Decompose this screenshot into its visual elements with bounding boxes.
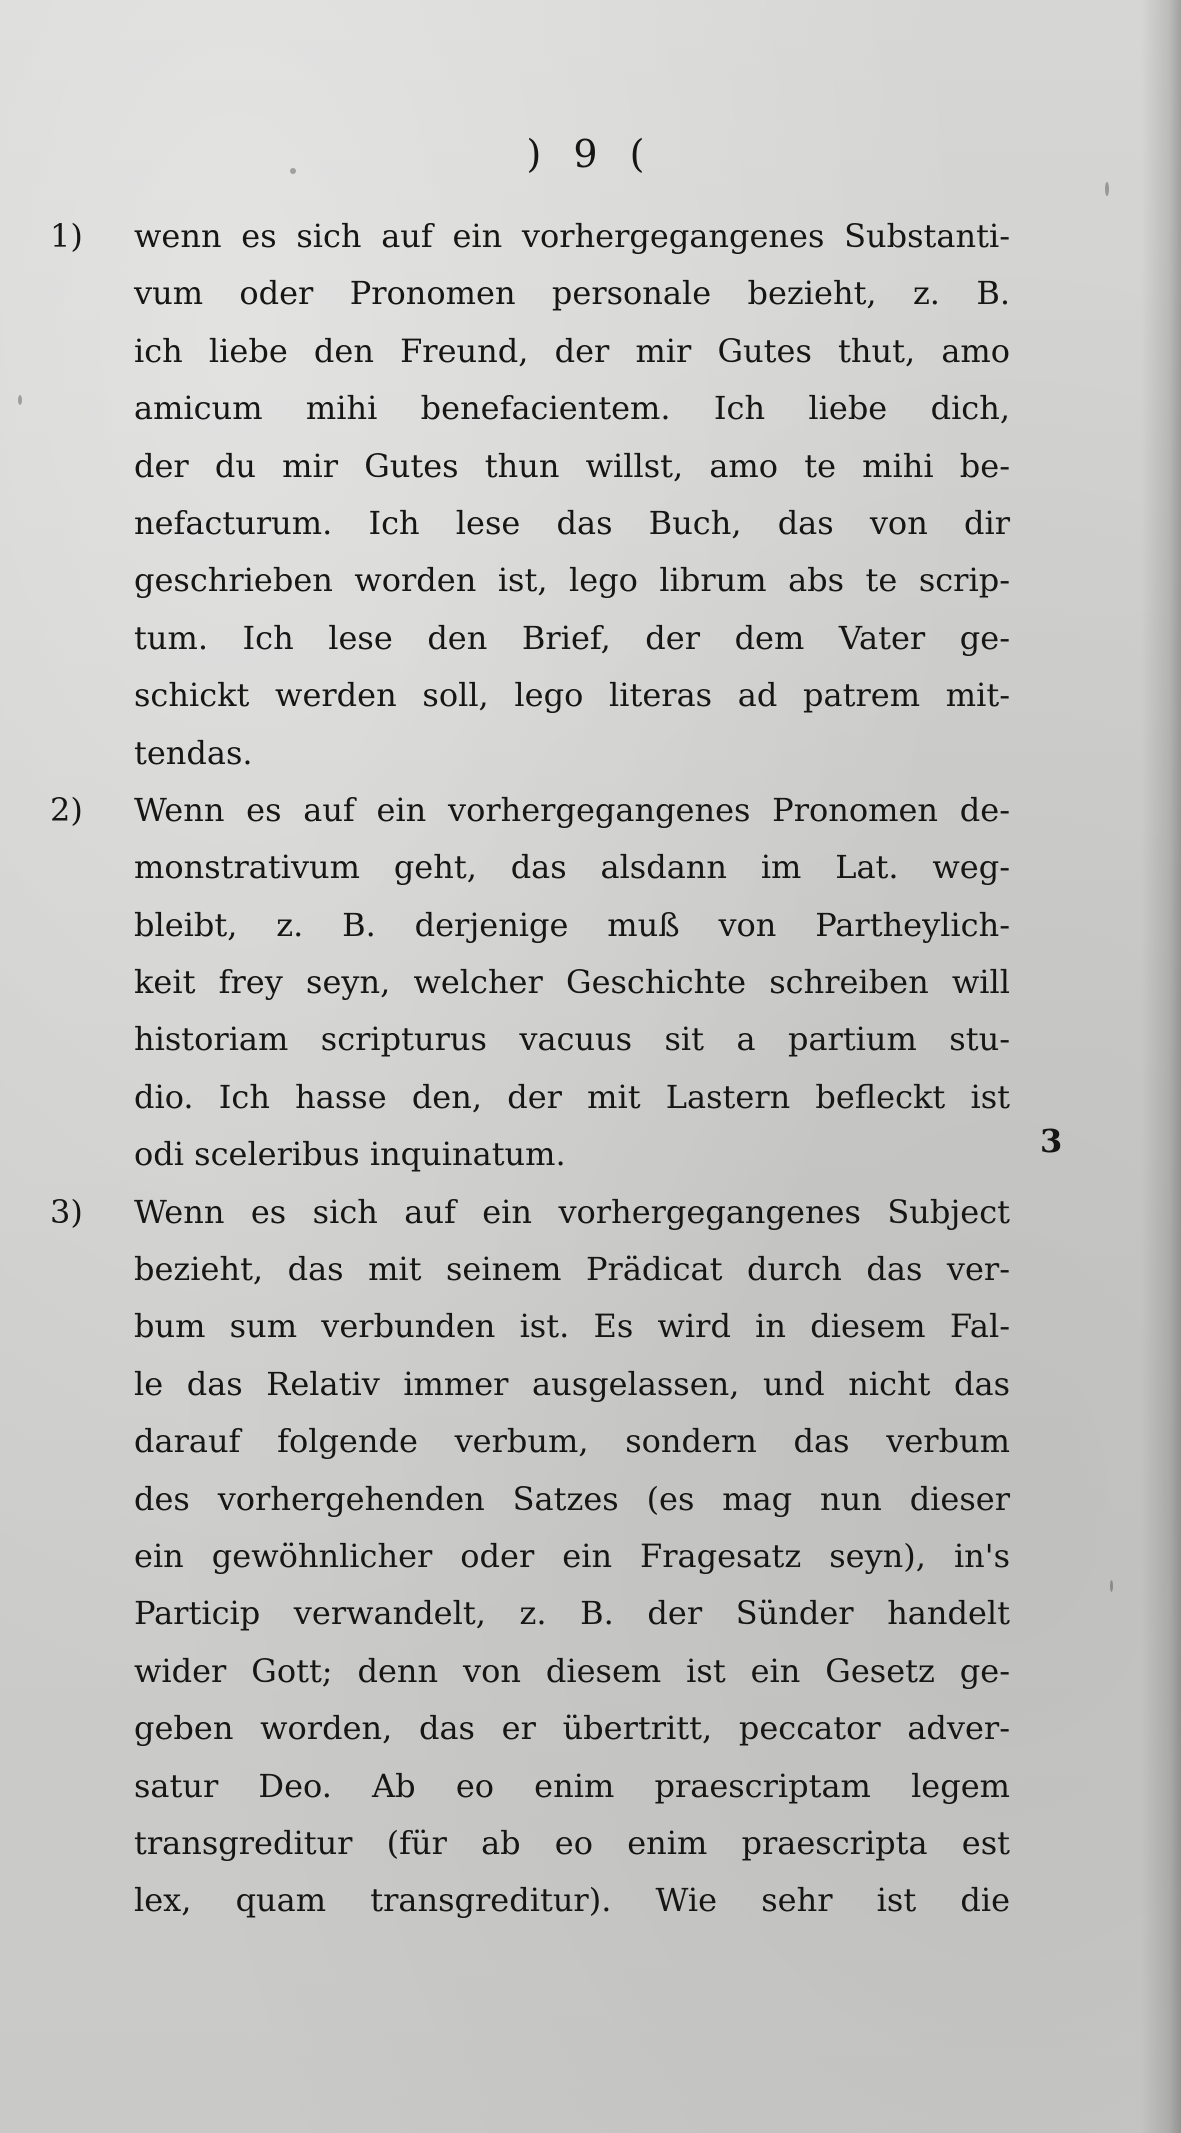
text-line: bleibt, z. B. derjenige muß von Partheylich- <box>134 905 1010 944</box>
text-line: 3) Wenn es sich auf ein vorhergegangenes Subject <box>50 1184 1010 1241</box>
text-line: 2) Wenn es auf ein vorhergegangenes Pronomen de- <box>50 782 1010 839</box>
text-line: dio. Ich hasse den, der mit Lastern befleckt ist <box>134 1077 1010 1116</box>
text-line: keit frey seyn, welcher Geschichte schreiben will <box>134 963 1010 1002</box>
text-line: geschrieben worden ist, lego librum abs te scrip- <box>134 561 1010 600</box>
paragraph-number: 3) <box>50 1192 83 1231</box>
paper-speck <box>1110 1580 1113 1592</box>
body-text <box>50 208 1010 1930</box>
text-line: Particip verwandelt, z. B. der Sünder handelt <box>134 1594 1010 1633</box>
text-line: darauf folgende verbum, sondern das verbum <box>134 1422 1010 1461</box>
text-line: transgreditur (für ab eo enim praescripta est <box>134 1823 1010 1862</box>
text-line: odi sceleribus inquinatum. <box>134 1135 566 1174</box>
page-number: ) 9 ( <box>526 132 655 176</box>
text-line: historiam scripturus vacuus sit a partium stu- <box>134 1020 1010 1059</box>
text-line: schickt werden soll, lego literas ad patrem mit- <box>134 676 1010 715</box>
text-line: wider Gott; denn von diesem ist ein Gesetz ge- <box>134 1651 1010 1690</box>
text-line: vum oder Pronomen personale bezieht, z. B. <box>134 274 1010 313</box>
text-line: bum sum verbunden ist. Es wird in diesem Fal- <box>134 1307 1010 1346</box>
text-line: des vorhergehenden Satzes (es mag nun dieser <box>134 1479 1010 1518</box>
paper-speck <box>18 395 22 405</box>
text-line: amicum mihi benefacientem. Ich liebe dich, <box>134 389 1010 428</box>
paper-speck <box>1105 182 1109 196</box>
text-line: bezieht, das mit seinem Prädicat durch das ver- <box>134 1250 1010 1289</box>
text-line: der du mir Gutes thun willst, amo te mihi be- <box>134 446 1010 485</box>
text-line: 1) wenn es sich auf ein vorhergegangenes Substanti- <box>50 208 1010 265</box>
text-line: satur Deo. Ab eo enim praescriptam legem <box>134 1766 1010 1805</box>
paragraph-number: 1) <box>50 217 83 255</box>
text-line: monstrativum geht, das alsdann im Lat. weg- <box>134 848 1010 887</box>
text-line: lex, quam transgreditur). Wie sehr ist die <box>134 1881 1010 1920</box>
text-line: le das Relativ immer ausgelassen, und nicht das <box>134 1364 1010 1403</box>
page-edge-shadow <box>1141 0 1181 2133</box>
text-line: ich liebe den Freund, der mir Gutes thut, amo <box>134 331 1010 370</box>
paragraph-number: 2) <box>50 790 83 829</box>
text-line: tendas. <box>134 733 253 772</box>
text-line: geben worden, das er übertritt, peccator adver- <box>134 1709 1010 1748</box>
margin-signature-mark: 3 <box>1040 1122 1063 1160</box>
text-line: tum. Ich lese den Brief, der dem Vater ge- <box>134 618 1010 657</box>
text-line: nefacturum. Ich lese das Buch, das von dir <box>134 503 1010 542</box>
text-line: ein gewöhnlicher oder ein Fragesatz seyn), in's <box>134 1536 1010 1575</box>
